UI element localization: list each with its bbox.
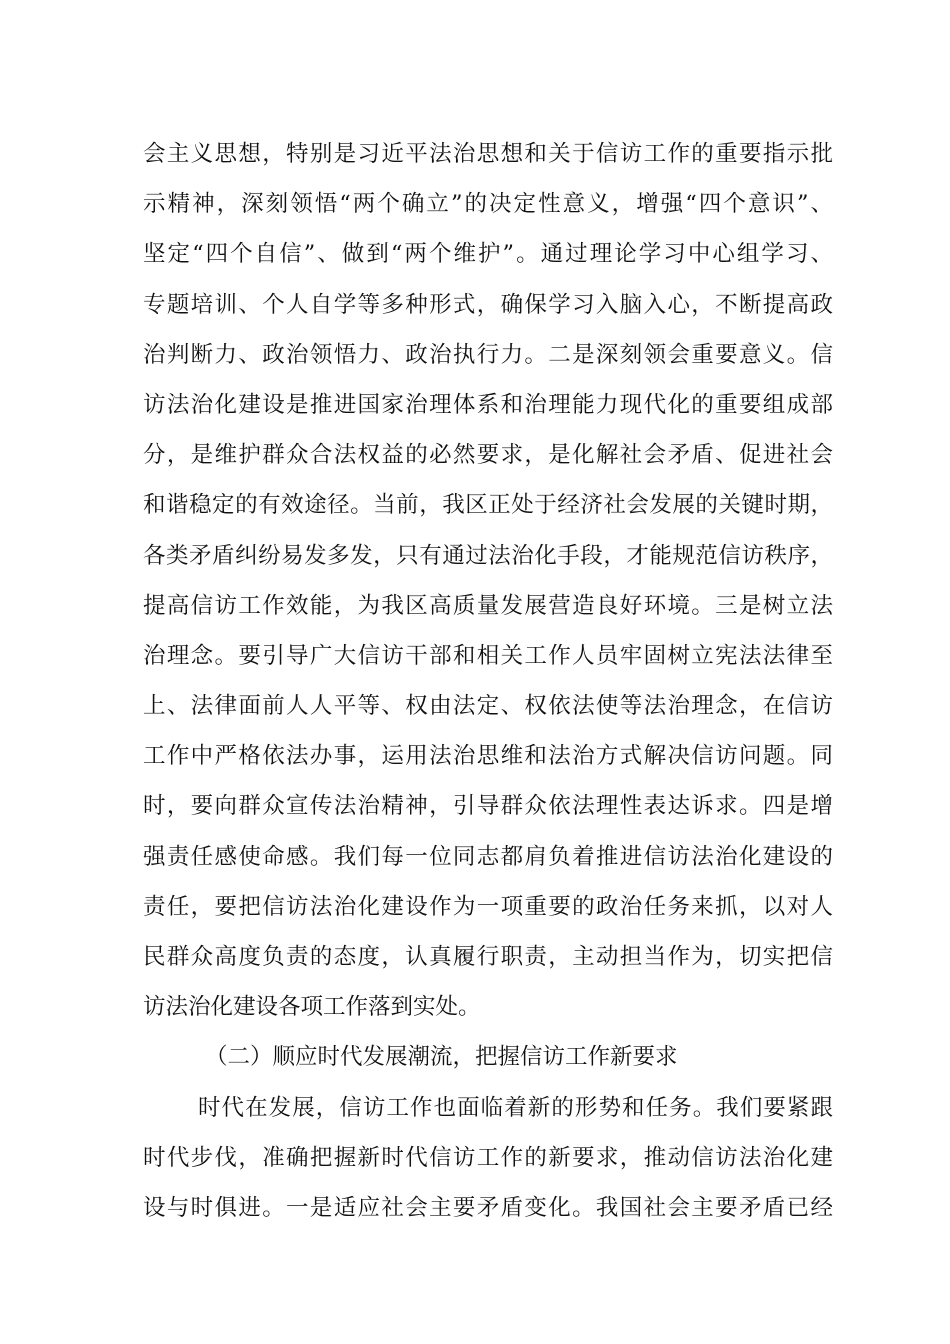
body-text: [143, 132, 833, 1236]
paragraph-line: 民群众高度负责的态度，认真履行职责，主动担当作为，切实把信: [143, 944, 833, 970]
section-heading: （二）顺应时代发展潮流，把握信访工作新要求: [205, 1044, 678, 1071]
paragraph-line: 分，是维护群众合法权益的必然要求，是化解社会矛盾、促进社会: [143, 442, 833, 469]
paragraph-line: 示精神，深刻领悟“两个确立”的决定性意义，增强“四个意识”、: [143, 191, 833, 218]
paragraph-line: 时代步伐，准确把握新时代信访工作的新要求，推动信访法治化建: [143, 1144, 833, 1171]
paragraph-line: 会主义思想，特别是习近平法治思想和关于信访工作的重要指示批: [143, 141, 833, 167]
paragraph-line: 时代在发展，信访工作也面临着新的形势和任务。我们要紧跟: [198, 1094, 833, 1121]
paragraph-line: 坚定“四个自信”、做到“两个维护”。通过理论学习中心组学习、: [143, 241, 833, 268]
paragraph-line: 时，要向群众宣传法治精神，引导群众依法理性表达诉求。四是增: [143, 793, 833, 820]
paragraph-line: 治理念。要引导广大信访干部和相关工作人员牢固树立宪法法律至: [143, 642, 833, 669]
paragraph-line: 访法治化建设各项工作落到实处。: [143, 994, 481, 1021]
paragraph-line: 各类矛盾纠纷易发多发，只有通过法治化手段，才能规范信访秩序，: [143, 542, 833, 569]
paragraph-line: 工作中严格依法办事，运用法治思维和法治方式解决信访问题。同: [143, 743, 833, 770]
paragraph-line: 提高信访工作效能，为我区高质量发展营造良好环境。三是树立法: [143, 592, 833, 619]
paragraph-line: 治判断力、政治领悟力、政治执行力。二是深刻领会重要意义。信: [143, 341, 833, 368]
paragraph-line: 责任，要把信访法治化建设作为一项重要的政治任务来抓，以对人: [143, 893, 833, 920]
paragraph-line: 和谐稳定的有效途径。当前，我区正处于经济社会发展的关键时期，: [143, 492, 833, 519]
paragraph-line: 专题培训、个人自学等多种形式，确保学习入脑入心，不断提高政: [143, 291, 833, 318]
paragraph-line: 强责任感使命感。我们每一位同志都肩负着推进信访法治化建设的: [143, 843, 833, 870]
paragraph-line: 上、法律面前人人平等、权由法定、权依法使等法治理念，在信访: [143, 693, 833, 720]
paragraph-line: 设与时俱进。一是适应社会主要矛盾变化。我国社会主要矛盾已经: [143, 1194, 833, 1221]
paragraph-line: 访法治化建设是推进国家治理体系和治理能力现代化的重要组成部: [143, 391, 833, 418]
